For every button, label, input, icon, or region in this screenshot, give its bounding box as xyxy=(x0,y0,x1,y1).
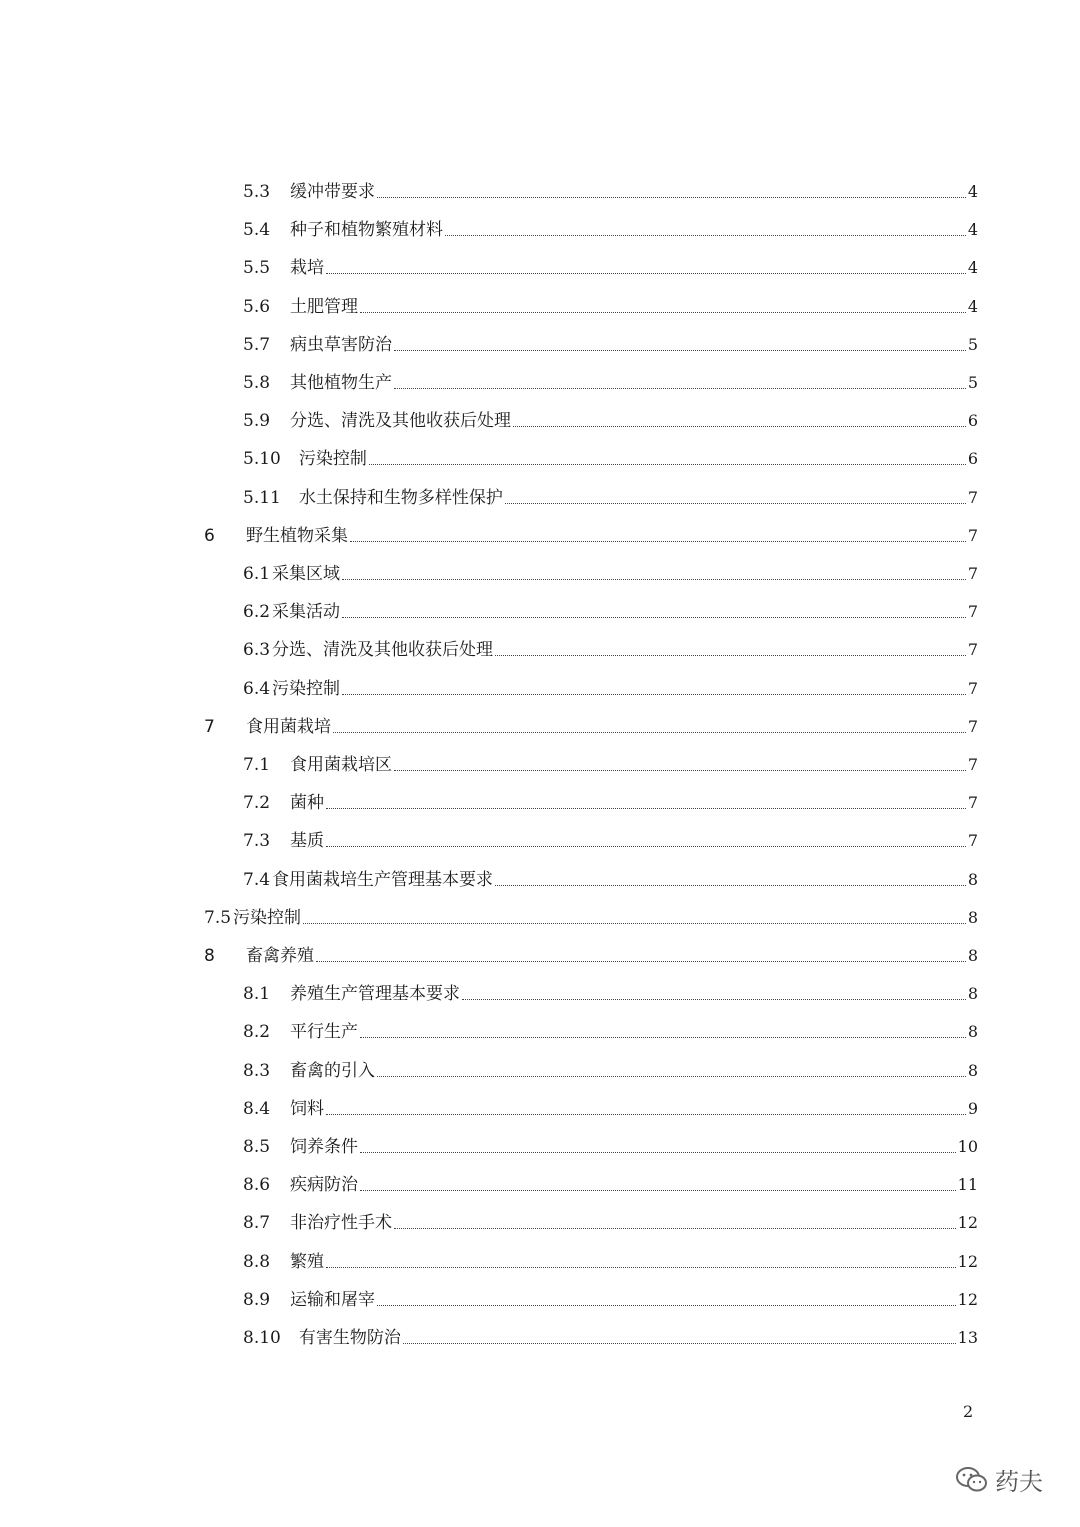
toc-entry[interactable] xyxy=(243,746,978,776)
toc-entry-page: 8 xyxy=(967,869,978,889)
toc-entry[interactable] xyxy=(243,822,978,852)
toc-entry[interactable] xyxy=(243,1052,978,1082)
toc-entry-number: 5.8 xyxy=(243,373,271,393)
toc-entry-title: 运输和屠宰 xyxy=(290,1289,376,1310)
toc-entry-title: 种子和植物繁殖材料 xyxy=(290,220,444,241)
toc-entry-title: 污染控制 xyxy=(233,907,302,928)
toc-entry-title: 疾病防治 xyxy=(290,1175,359,1196)
toc-entry-title: 野生植物采集 xyxy=(246,525,348,546)
toc-dot-leader xyxy=(394,388,966,389)
toc-entry-title: 饲养条件 xyxy=(290,1137,359,1157)
toc-entry-page: 7 xyxy=(967,640,978,660)
toc-entry-number: 7.2 xyxy=(243,793,271,814)
toc-entry[interactable] xyxy=(204,899,978,929)
toc-entry[interactable] xyxy=(243,249,978,279)
toc-entry-number: 8.2 xyxy=(243,1022,271,1043)
toc-entry-number: 5.3 xyxy=(243,182,271,202)
toc-entry[interactable] xyxy=(243,173,978,203)
toc-entry-title: 污染控制 xyxy=(298,449,367,470)
toc-entry-number: 8.8 xyxy=(243,1251,271,1272)
toc-dot-leader xyxy=(360,1190,956,1191)
toc-dot-leader xyxy=(445,235,966,236)
toc-entry-number: 5.9 xyxy=(243,411,271,432)
toc-entry-title: 养殖生产管理基本要求 xyxy=(290,984,461,1005)
toc-entry-page: 7 xyxy=(967,487,978,507)
toc-dot-leader xyxy=(394,770,966,771)
toc-entry-page: 7 xyxy=(967,678,978,698)
toc-entry-number: 5.10 xyxy=(243,449,281,470)
toc-entry-title: 其他植物生产 xyxy=(290,373,393,393)
toc-entry-page: 5 xyxy=(967,334,978,354)
toc-entry-title: 繁殖 xyxy=(290,1251,325,1272)
toc-entry-number: 7.4 xyxy=(243,869,271,890)
toc-entry[interactable] xyxy=(243,975,978,1005)
toc-entry-title: 分选、清洗及其他收获后处理 xyxy=(272,640,494,661)
toc-dot-leader xyxy=(326,1267,956,1268)
toc-entry[interactable] xyxy=(243,1090,978,1120)
toc-entry[interactable] xyxy=(204,937,978,967)
toc-entry-page: 12 xyxy=(957,1289,978,1309)
page-number: 2 xyxy=(963,1402,974,1421)
toc-entry-page: 7 xyxy=(967,602,978,622)
toc-entry-title: 采集活动 xyxy=(272,602,341,623)
toc-entry-page: 8 xyxy=(967,907,978,927)
toc-entry-number: 7.1 xyxy=(243,755,271,775)
toc-entry[interactable] xyxy=(243,1243,978,1273)
toc-dot-leader xyxy=(342,617,966,618)
toc-entry-number: 8.7 xyxy=(243,1213,271,1234)
toc-dot-leader xyxy=(377,1305,956,1306)
toc-dot-leader xyxy=(495,655,966,656)
toc-entry-page: 4 xyxy=(967,258,978,278)
toc-entry-number: 5.6 xyxy=(243,296,271,317)
toc-dot-leader xyxy=(342,694,966,695)
toc-entry[interactable] xyxy=(243,402,978,432)
toc-entry[interactable] xyxy=(243,1166,978,1196)
toc-entry-title: 畜禽的引入 xyxy=(290,1060,376,1081)
toc-entry-page: 13 xyxy=(957,1328,978,1347)
toc-entry[interactable] xyxy=(243,1281,978,1311)
toc-entry-number: 5.7 xyxy=(243,334,271,355)
toc-entry-page: 6 xyxy=(967,449,978,469)
toc-entry-page: 6 xyxy=(967,411,978,431)
toc-dot-leader xyxy=(369,464,966,465)
toc-entry-number: 6.1 xyxy=(243,564,271,584)
toc-entry-page: 7 xyxy=(967,525,978,545)
toc-entry-page: 4 xyxy=(967,220,978,240)
toc-entry-number: 8 xyxy=(204,946,215,966)
toc-entry-title: 有害生物防治 xyxy=(298,1328,401,1348)
toc-entry-number: 6 xyxy=(204,525,215,546)
toc-entry-page: 12 xyxy=(957,1251,978,1271)
toc-entry[interactable] xyxy=(243,288,978,318)
toc-entry[interactable] xyxy=(243,364,978,394)
toc-entry[interactable] xyxy=(243,479,978,509)
toc-entry-title: 饲料 xyxy=(290,1098,325,1119)
toc-entry[interactable] xyxy=(243,440,978,470)
toc-entry[interactable] xyxy=(243,326,978,356)
wechat-icon xyxy=(955,1465,989,1495)
toc-entry-page: 4 xyxy=(967,182,978,201)
toc-entry-title: 水土保持和生物多样性保护 xyxy=(298,487,503,508)
toc-dot-leader xyxy=(303,923,966,924)
toc-entry-title: 污染控制 xyxy=(272,678,341,699)
toc-entry-number: 6.2 xyxy=(243,602,271,623)
toc-entry-number: 8.3 xyxy=(243,1060,271,1081)
toc-entry[interactable] xyxy=(204,708,978,738)
toc-dot-leader xyxy=(394,350,966,351)
toc-entry[interactable] xyxy=(243,631,978,661)
toc-entry-page: 8 xyxy=(967,984,978,1004)
toc-entry-title: 畜禽养殖 xyxy=(246,946,314,966)
toc-entry-page: 7 xyxy=(967,716,978,736)
toc-entry-page: 5 xyxy=(967,373,978,392)
watermark-text: 药夫 xyxy=(995,1468,1043,1496)
toc-entry-page: 11 xyxy=(957,1175,978,1195)
toc-entry-page: 7 xyxy=(967,564,978,583)
toc-entry-title: 食用菌栽培生产管理基本要求 xyxy=(272,869,494,890)
toc-entry-title: 病虫草害防治 xyxy=(290,334,393,355)
toc-entry[interactable] xyxy=(243,555,978,585)
toc-dot-leader xyxy=(326,273,966,274)
toc-entry-number: 8.6 xyxy=(243,1175,271,1196)
toc-entry-title: 菌种 xyxy=(290,793,325,814)
toc-entry-number: 8.5 xyxy=(243,1137,271,1157)
toc-entry-number: 5.4 xyxy=(243,220,271,241)
toc-entry-title: 缓冲带要求 xyxy=(290,182,376,202)
toc-entry-title: 平行生产 xyxy=(290,1022,359,1043)
toc-dot-leader xyxy=(403,1343,956,1344)
toc-entry-number: 8.9 xyxy=(243,1289,271,1310)
toc-entry-page: 12 xyxy=(957,1213,978,1233)
toc-entry[interactable] xyxy=(243,861,978,891)
watermark xyxy=(955,1462,1043,1497)
toc-entry[interactable] xyxy=(243,211,978,241)
toc-entry[interactable] xyxy=(243,1319,978,1349)
toc-entry-number: 8.1 xyxy=(243,984,271,1005)
toc-dot-leader xyxy=(350,541,966,542)
toc-dot-leader xyxy=(394,1228,956,1229)
toc-entry-number: 7 xyxy=(204,716,215,737)
toc-entry-page: 8 xyxy=(967,946,978,965)
toc-entry-number: 8.10 xyxy=(243,1328,281,1348)
toc-entry-page: 8 xyxy=(967,1060,978,1080)
toc-entry[interactable] xyxy=(243,593,978,623)
toc-dot-leader xyxy=(513,426,966,427)
toc-dot-leader xyxy=(377,197,966,198)
toc-dot-leader xyxy=(505,503,966,504)
toc-dot-leader xyxy=(360,1037,966,1038)
toc-entry-page: 9 xyxy=(967,1098,978,1118)
toc-entry-number: 6.4 xyxy=(243,678,271,699)
toc-dot-leader xyxy=(326,846,966,847)
toc-entry-title: 分选、清洗及其他收获后处理 xyxy=(290,411,512,432)
toc-entry-title: 栽培 xyxy=(290,258,325,279)
toc-entry[interactable] xyxy=(243,670,978,700)
toc-dot-leader xyxy=(462,999,966,1000)
toc-dot-leader xyxy=(326,808,966,809)
toc-dot-leader xyxy=(333,732,966,733)
toc-entry-number: 5.11 xyxy=(243,487,281,508)
toc-entry-number: 8.4 xyxy=(243,1098,271,1119)
toc-entry[interactable] xyxy=(243,1013,978,1043)
toc-entry-page: 7 xyxy=(967,793,978,813)
toc-entry-title: 食用菌栽培区 xyxy=(290,755,393,775)
toc-entry[interactable] xyxy=(243,784,978,814)
toc-entry[interactable] xyxy=(204,517,978,547)
toc-entry-number: 5.5 xyxy=(243,258,271,279)
toc-entry-page: 10 xyxy=(957,1137,978,1156)
toc-dot-leader xyxy=(316,961,966,962)
toc-entry-number: 7.5 xyxy=(204,907,232,928)
toc-entry-page: 7 xyxy=(967,755,978,774)
toc-dot-leader xyxy=(377,1076,966,1077)
toc-entry-title: 基质 xyxy=(290,831,325,852)
toc-entry-title: 非治疗性手术 xyxy=(290,1213,393,1234)
toc-dot-leader xyxy=(342,579,966,580)
toc-entry-page: 8 xyxy=(967,1022,978,1042)
toc-dot-leader xyxy=(326,1114,966,1115)
toc-entry[interactable] xyxy=(243,1204,978,1234)
toc-dot-leader xyxy=(495,885,966,886)
toc-entry[interactable] xyxy=(243,1128,978,1158)
toc-entry-title: 食用菌栽培 xyxy=(246,716,331,737)
toc-entry-number: 7.3 xyxy=(243,831,271,852)
toc-entry-title: 采集区域 xyxy=(272,564,341,584)
toc-dot-leader xyxy=(360,1152,956,1153)
toc-entry-page: 7 xyxy=(967,831,978,851)
toc-dot-leader xyxy=(360,312,966,313)
toc-entry-number: 6.3 xyxy=(243,640,271,661)
toc-entry-page: 4 xyxy=(967,296,978,316)
toc-entry-title: 土肥管理 xyxy=(290,296,359,317)
